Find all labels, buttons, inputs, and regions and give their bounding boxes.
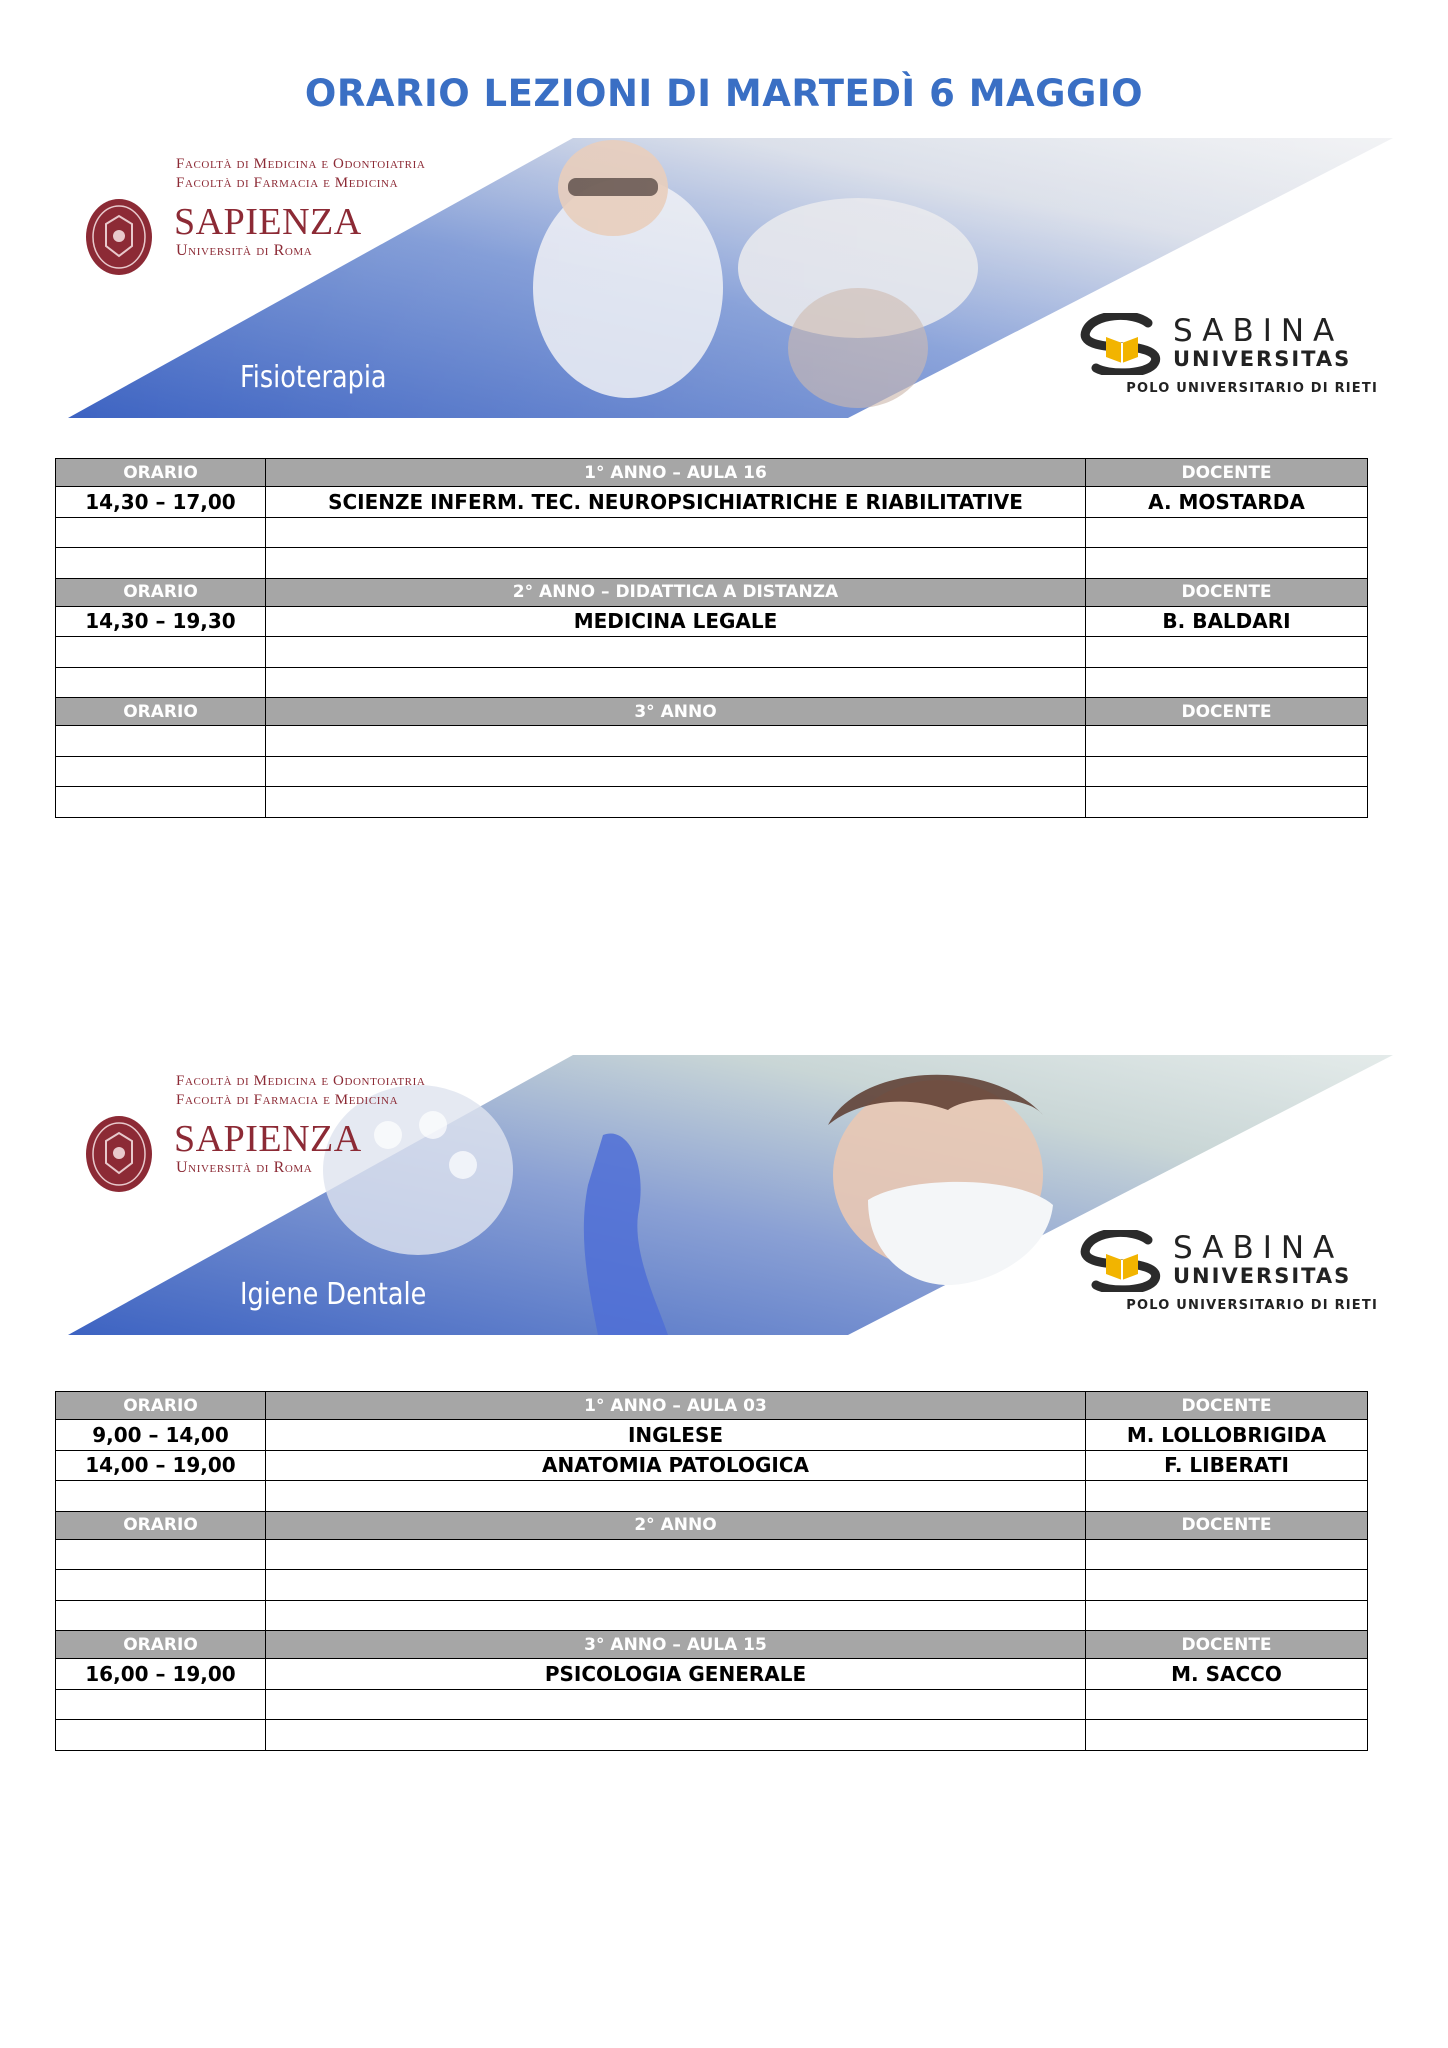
header-docente: DOCENTE	[1086, 459, 1368, 487]
table-row	[56, 1600, 1368, 1631]
cell-teacher	[1086, 667, 1368, 698]
cell-time	[56, 1689, 266, 1720]
cell-time: 9,00 – 14,00	[56, 1420, 266, 1451]
cell-teacher	[1086, 1539, 1368, 1570]
table-row	[56, 517, 1368, 548]
header-orario: ORARIO	[56, 698, 266, 726]
cell-time	[56, 548, 266, 579]
header-orario: ORARIO	[56, 459, 266, 487]
header-year: 1° ANNO – AULA 03	[266, 1392, 1086, 1420]
cell-subject	[266, 1570, 1086, 1601]
sapienza-seal-icon	[84, 1113, 154, 1195]
sapienza-seal-icon	[84, 196, 154, 278]
cell-time	[56, 1600, 266, 1631]
sabina-logo	[1078, 313, 1378, 403]
faculty-line-1: Facoltà di Medicina e Odontoiatria	[176, 156, 426, 172]
cell-teacher	[1086, 1600, 1368, 1631]
cell-teacher	[1086, 1720, 1368, 1751]
cell-subject	[266, 1720, 1086, 1751]
cell-teacher: M. SACCO	[1086, 1659, 1368, 1690]
faculty-line-1: Facoltà di Medicina e Odontoiatria	[176, 1073, 426, 1089]
cell-subject: INGLESE	[266, 1420, 1086, 1451]
schedule-table-fisioterapia	[55, 458, 1368, 818]
university-subtitle: Università di Roma	[176, 242, 313, 259]
cell-teacher	[1086, 517, 1368, 548]
partner-tagline: POLO UNIVERSITARIO DI RIETI	[1126, 1298, 1378, 1313]
table-row	[56, 787, 1368, 818]
header-docente: DOCENTE	[1086, 1511, 1368, 1539]
cell-subject: MEDICINA LEGALE	[266, 606, 1086, 637]
cell-time	[56, 517, 266, 548]
section-header	[56, 578, 1368, 606]
table-row	[56, 1659, 1368, 1690]
cell-subject	[266, 667, 1086, 698]
header-year: 1° ANNO – AULA 16	[266, 459, 1086, 487]
section-header	[56, 1511, 1368, 1539]
cell-time	[56, 637, 266, 668]
banner-fisioterapia	[68, 138, 1393, 418]
sabina-book-icon	[1078, 313, 1168, 375]
header-year: 3° ANNO	[266, 698, 1086, 726]
banner-igiene-dentale	[68, 1055, 1393, 1335]
table-row	[56, 1481, 1368, 1512]
cell-time: 14,30 – 19,30	[56, 606, 266, 637]
table-row	[56, 1539, 1368, 1570]
cell-time: 16,00 – 19,00	[56, 1659, 266, 1690]
table-row	[56, 487, 1368, 518]
table-row	[56, 1720, 1368, 1751]
table-row	[56, 606, 1368, 637]
cell-time	[56, 1539, 266, 1570]
header-year: 3° ANNO – AULA 15	[266, 1631, 1086, 1659]
cell-teacher: F. LIBERATI	[1086, 1450, 1368, 1481]
partner-name: SABINA	[1173, 313, 1344, 349]
header-orario: ORARIO	[56, 1511, 266, 1539]
cell-time	[56, 1720, 266, 1751]
sabina-logo	[1078, 1230, 1378, 1320]
section-header	[56, 1631, 1368, 1659]
cell-subject	[266, 726, 1086, 757]
university-name: SAPIENZA	[174, 201, 362, 243]
table-row	[56, 726, 1368, 757]
header-orario: ORARIO	[56, 1631, 266, 1659]
cell-subject	[266, 637, 1086, 668]
partner-subtitle: UNIVERSITAS	[1173, 347, 1352, 371]
section-header	[56, 459, 1368, 487]
cell-subject	[266, 1481, 1086, 1512]
cell-teacher	[1086, 756, 1368, 787]
cell-subject	[266, 517, 1086, 548]
header-orario: ORARIO	[56, 578, 266, 606]
table-row	[56, 1689, 1368, 1720]
table-row	[56, 637, 1368, 668]
cell-subject	[266, 1689, 1086, 1720]
cell-subject	[266, 548, 1086, 579]
cell-teacher	[1086, 787, 1368, 818]
cell-subject	[266, 1539, 1086, 1570]
cell-time	[56, 787, 266, 818]
university-name: SAPIENZA	[174, 1118, 362, 1160]
table-row	[56, 548, 1368, 579]
faculty-line-2: Facoltà di Farmacia e Medicina	[176, 1092, 399, 1108]
cell-time	[56, 756, 266, 787]
partner-tagline: POLO UNIVERSITARIO DI RIETI	[1126, 381, 1378, 396]
cell-subject	[266, 787, 1086, 818]
cell-teacher: B. BALDARI	[1086, 606, 1368, 637]
partner-name: SABINA	[1173, 1230, 1344, 1266]
cell-time: 14,00 – 19,00	[56, 1450, 266, 1481]
cell-teacher	[1086, 1689, 1368, 1720]
university-subtitle: Università di Roma	[176, 1159, 313, 1176]
header-year: 2° ANNO	[266, 1511, 1086, 1539]
cell-time	[56, 1481, 266, 1512]
cell-teacher	[1086, 548, 1368, 579]
cell-subject: SCIENZE INFERM. TEC. NEUROPSICHIATRICHE E RIABILITATIVE	[266, 487, 1086, 518]
cell-subject	[266, 1600, 1086, 1631]
header-year: 2° ANNO – DIDATTICA A DISTANZA	[266, 578, 1086, 606]
header-docente: DOCENTE	[1086, 698, 1368, 726]
cell-subject: PSICOLOGIA GENERALE	[266, 1659, 1086, 1690]
course-name: Igiene Dentale	[240, 1277, 427, 1312]
header-docente: DOCENTE	[1086, 1631, 1368, 1659]
cell-time	[56, 1570, 266, 1601]
cell-teacher	[1086, 1570, 1368, 1601]
page-title: ORARIO LEZIONI DI MARTEDÌ 6 MAGGIO	[304, 72, 1144, 115]
table-row	[56, 1570, 1368, 1601]
schedule-table-igiene-dentale	[55, 1391, 1368, 1751]
table-row	[56, 756, 1368, 787]
table-row	[56, 667, 1368, 698]
course-name: Fisioterapia	[240, 360, 387, 395]
section-header	[56, 698, 1368, 726]
table-row	[56, 1450, 1368, 1481]
sabina-book-icon	[1078, 1230, 1168, 1292]
partner-subtitle: UNIVERSITAS	[1173, 1264, 1352, 1288]
cell-subject	[266, 756, 1086, 787]
cell-time: 14,30 – 17,00	[56, 487, 266, 518]
table-row	[56, 1420, 1368, 1451]
section-header	[56, 1392, 1368, 1420]
header-docente: DOCENTE	[1086, 578, 1368, 606]
cell-teacher	[1086, 1481, 1368, 1512]
cell-subject: ANATOMIA PATOLOGICA	[266, 1450, 1086, 1481]
header-orario: ORARIO	[56, 1392, 266, 1420]
faculty-line-2: Facoltà di Farmacia e Medicina	[176, 175, 399, 191]
cell-teacher	[1086, 726, 1368, 757]
header-docente: DOCENTE	[1086, 1392, 1368, 1420]
cell-teacher: M. LOLLOBRIGIDA	[1086, 1420, 1368, 1451]
cell-time	[56, 726, 266, 757]
cell-teacher: A. MOSTARDA	[1086, 487, 1368, 518]
cell-teacher	[1086, 637, 1368, 668]
cell-time	[56, 667, 266, 698]
